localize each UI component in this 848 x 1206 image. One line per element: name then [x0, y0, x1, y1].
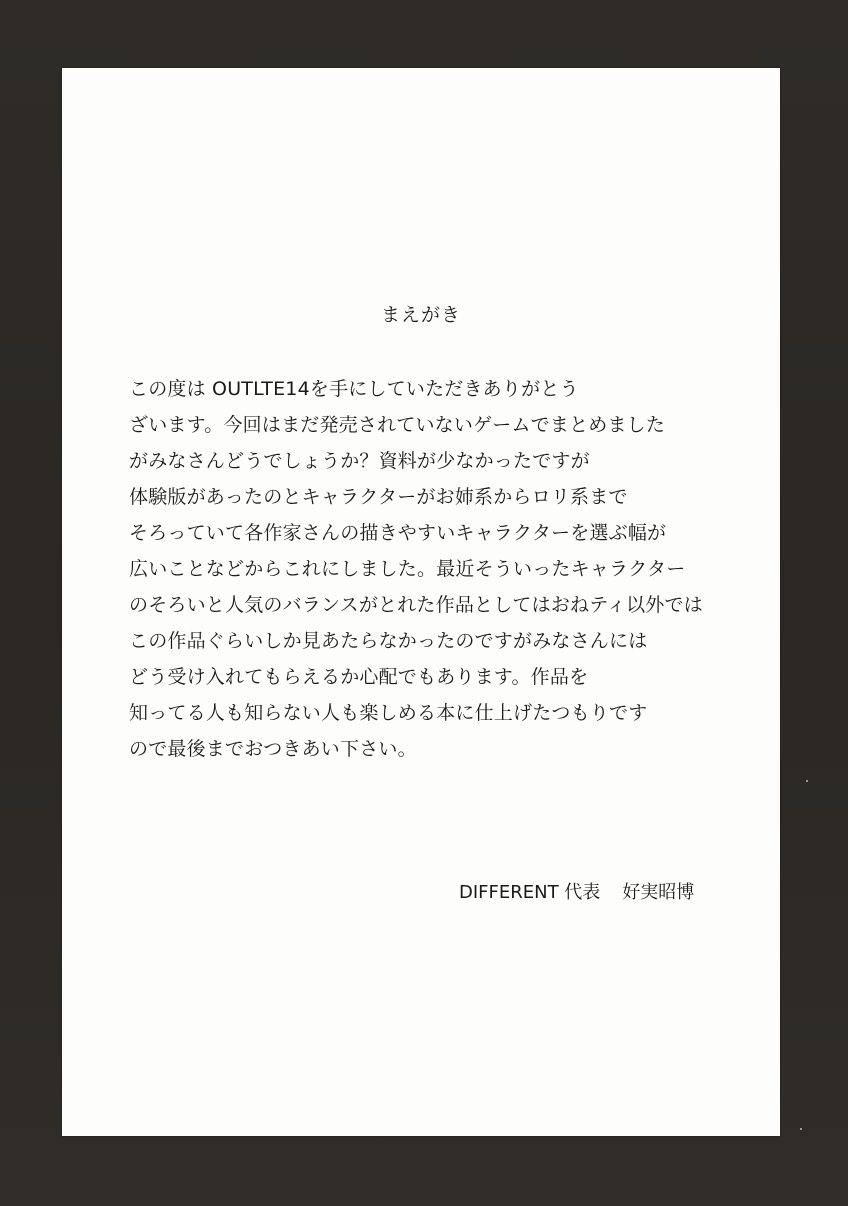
body-line: 広いことなどからこれにしました。最近そういったキャラクター: [129, 558, 686, 580]
dust-speck: [806, 780, 808, 782]
signature-org-role: DIFFERENT 代表: [459, 882, 601, 903]
body-line: どう受け入れてもらえるか心配でもあります。作品を: [129, 666, 589, 688]
body-line: 体験版があったのとキャラクターがお姉系からロリ系まで: [129, 486, 628, 508]
body-line: そろっていて各作家さんの描きやすいキャラクターを選ぶ幅が: [129, 522, 667, 544]
paper-page: [62, 68, 780, 1136]
body-line: この作品ぐらいしか見あたらなかったのですがみなさんには: [129, 630, 648, 652]
body-line: がみなさんどうでしょうか？資料が少なかったですが: [129, 450, 590, 472]
preface-body: [129, 376, 749, 772]
body-line: ざいます。今回はまだ発売されていないゲームでまとめました: [129, 414, 666, 436]
body-line: ので最後までおつきあい下さい。: [129, 738, 417, 760]
signature-name: 好実昭博: [622, 882, 695, 903]
body-line: この度は OUTLTE14を手にしていただきありがとう: [129, 378, 579, 400]
page-title: まえがき: [380, 304, 461, 326]
body-line: 知ってる人も知らない人も楽しめる本に仕上げたつもりです: [129, 702, 648, 724]
body-line: のそろいと人気のバランスがとれた作品としてはおねティ以外では: [129, 594, 703, 616]
signature: [459, 878, 694, 904]
dust-speck: [800, 1128, 802, 1130]
